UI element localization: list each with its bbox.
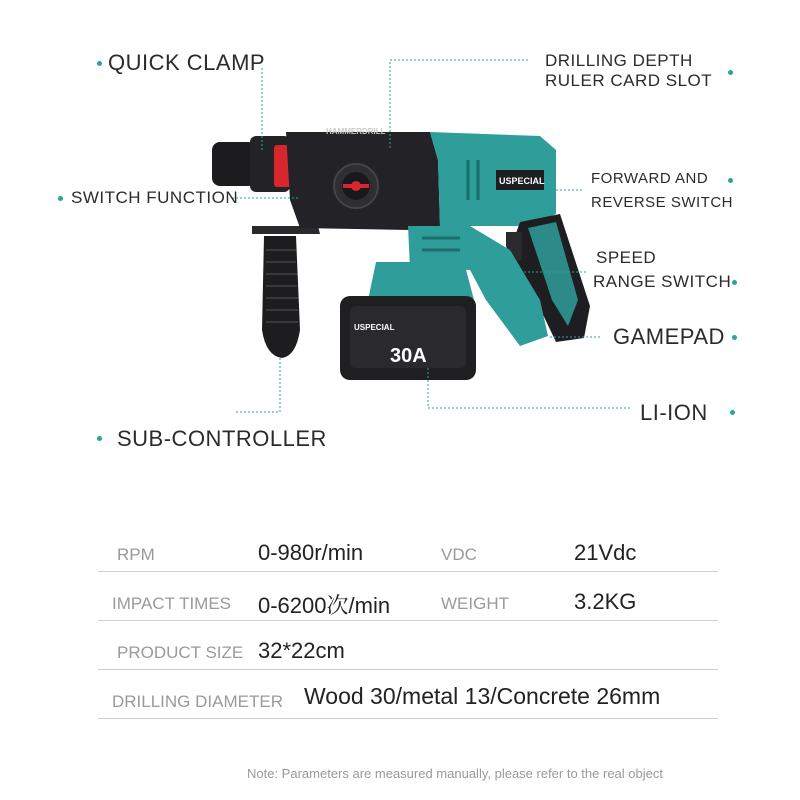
li-ion-battery-pack	[340, 262, 476, 380]
spec-label-weight: WEIGHT	[441, 594, 509, 613]
battery-rating-text: 30A	[390, 345, 427, 367]
spec-value-weight: 3.2KG	[574, 589, 637, 614]
spec-label-impact: IMPACT TIMES	[112, 594, 232, 613]
hammerdrill-body-text: HAMMERDRILL	[326, 127, 386, 136]
spec-label-diameter: DRILLING DIAMETER	[112, 692, 283, 711]
callout-dot	[58, 196, 63, 201]
callout-dot	[732, 280, 737, 285]
callout-quick-clamp: QUICK CLAMP	[108, 50, 266, 75]
callout-dot	[732, 335, 737, 340]
spec-divider	[98, 718, 718, 719]
callout-li-ion: LI-ION	[640, 400, 708, 425]
callout-sub-controller: SUB-CONTROLLER	[117, 426, 327, 451]
brand-logo-text: USPECIAL	[499, 176, 545, 186]
callout-gamepad: GAMEPAD	[613, 324, 725, 349]
spec-divider	[98, 669, 718, 670]
spec-label-rpm: RPM	[117, 545, 155, 564]
callout-dot	[730, 410, 735, 415]
quick-clamp-chuck	[212, 136, 296, 192]
callout-speed-line1: SPEED	[596, 248, 657, 267]
callout-dot	[728, 178, 733, 183]
spec-value-diameter: Wood 30/metal 13/Concrete 26mm	[304, 683, 661, 709]
callout-forward-reverse-line1: FORWARD AND	[591, 170, 709, 187]
spec-divider	[98, 620, 718, 621]
callout-dot	[728, 70, 733, 75]
spec-value-size: 32*22cm	[258, 638, 345, 663]
spec-divider	[98, 571, 718, 572]
mode-selector-dial	[334, 164, 378, 208]
callout-forward-reverse-line2: REVERSE SWITCH	[591, 194, 734, 211]
side-handle	[252, 226, 320, 358]
callout-switch-function: SWITCH FUNCTION	[71, 188, 239, 207]
measurement-note: Note: Parameters are measured manually, please refer to the real object	[247, 766, 663, 781]
callout-drilling-depth-line2: RULER CARD SLOT	[545, 71, 713, 90]
callout-drilling-depth-line1: DRILLING DEPTH	[545, 51, 693, 70]
callout-speed-line2: RANGE SWITCH	[593, 272, 732, 291]
callout-dot	[97, 436, 102, 441]
battery-brand-text: USPECIAL	[354, 323, 395, 332]
spec-label-vdc: VDC	[441, 545, 477, 564]
spec-value-vdc: 21Vdc	[574, 540, 637, 565]
spec-label-size: PRODUCT SIZE	[117, 643, 244, 662]
callout-dot	[97, 61, 102, 66]
spec-value-rpm: 0-980r/min	[258, 540, 364, 565]
spec-value-impact: 0-6200次/min	[258, 593, 391, 618]
